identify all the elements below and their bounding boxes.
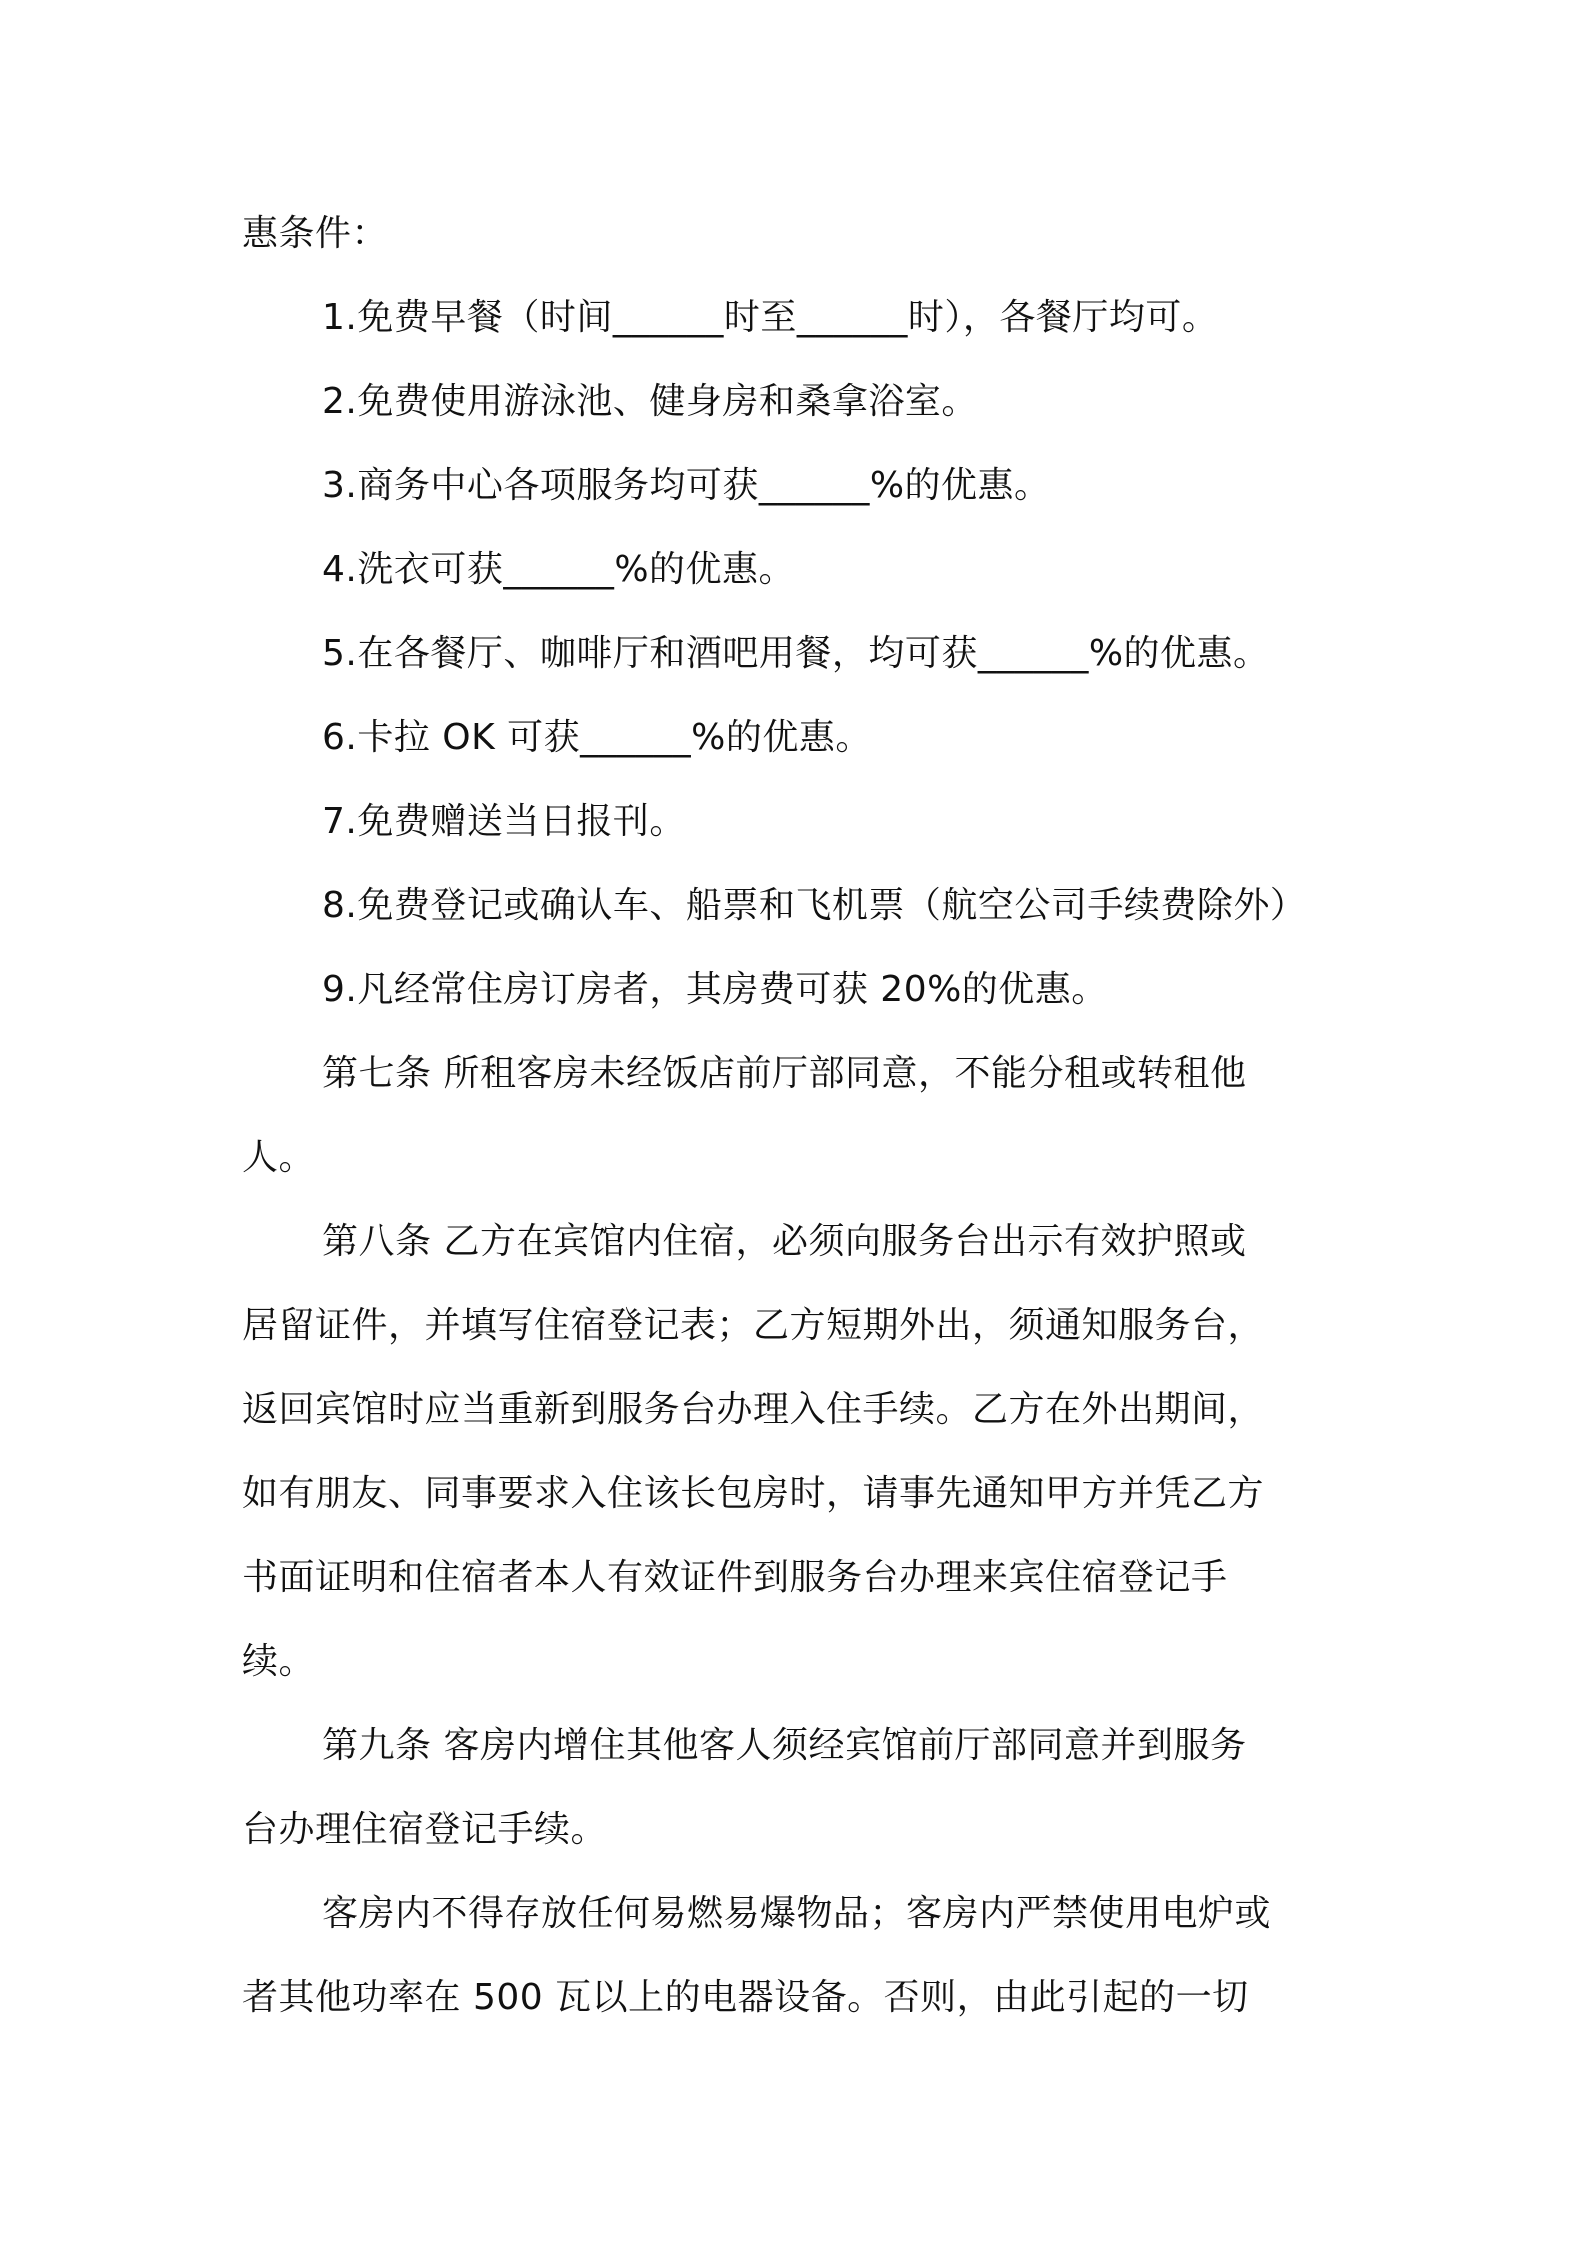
article-8-line-1: 第八条 乙方在宾馆内住宿，必须向服务台出示有效护照或: [322, 1221, 1247, 1262]
article-7-line-1: 第七条 所租客房未经饭店前厅部同意，不能分租或转租他: [322, 1053, 1247, 1094]
list-item: 3.商务中心各项服务均可获______%的优惠。: [322, 465, 1051, 506]
article-9-line-1: 第九条 客房内增住其他客人须经宾馆前厅部同意并到服务: [322, 1725, 1247, 1766]
list-item: 6.卡拉 OK 可获______%的优惠。: [322, 717, 872, 758]
list-item: 5.在各餐厅、咖啡厅和酒吧用餐，均可获______%的优惠。: [322, 633, 1270, 674]
final-paragraph-line-1: 客房内不得存放任何易燃易爆物品；客房内严禁使用电炉或: [322, 1893, 1272, 1934]
list-item: 2.免费使用游泳池、健身房和桑拿浴室。: [322, 381, 978, 422]
article-8-line-5: 书面证明和住宿者本人有效证件到服务台办理来宾住宿登记手: [242, 1557, 1228, 1598]
list-item: 1.免费早餐（时间______时至______时），各餐厅均可。: [322, 297, 1219, 338]
intro-line: 惠条件：: [242, 213, 389, 254]
article-7-line-2: 人。: [242, 1137, 316, 1178]
article-9-line-2: 台办理住宿登记手续。: [242, 1809, 608, 1850]
final-paragraph-line-2: 者其他功率在 500 瓦以上的电器设备。否则，由此引起的一切: [242, 1977, 1249, 2018]
article-8-line-2: 居留证件，并填写住宿登记表；乙方短期外出，须通知服务台，: [242, 1305, 1265, 1346]
list-item: 9.凡经常住房订房者，其房费可获 20%的优惠。: [322, 969, 1108, 1010]
article-8-line-3: 返回宾馆时应当重新到服务台办理入住手续。乙方在外出期间，: [242, 1389, 1265, 1430]
article-8-line-6: 续。: [242, 1641, 316, 1682]
article-8-line-4: 如有朋友、同事要求入住该长包房时，请事先通知甲方并凭乙方: [242, 1473, 1265, 1514]
document-body: [242, 192, 1354, 2040]
list-item: 4.洗衣可获______%的优惠。: [322, 549, 796, 590]
list-item: 8.免费登记或确认车、船票和飞机票（航空公司手续费除外）: [322, 885, 1307, 926]
list-item: 7.免费赠送当日报刊。: [322, 801, 686, 842]
